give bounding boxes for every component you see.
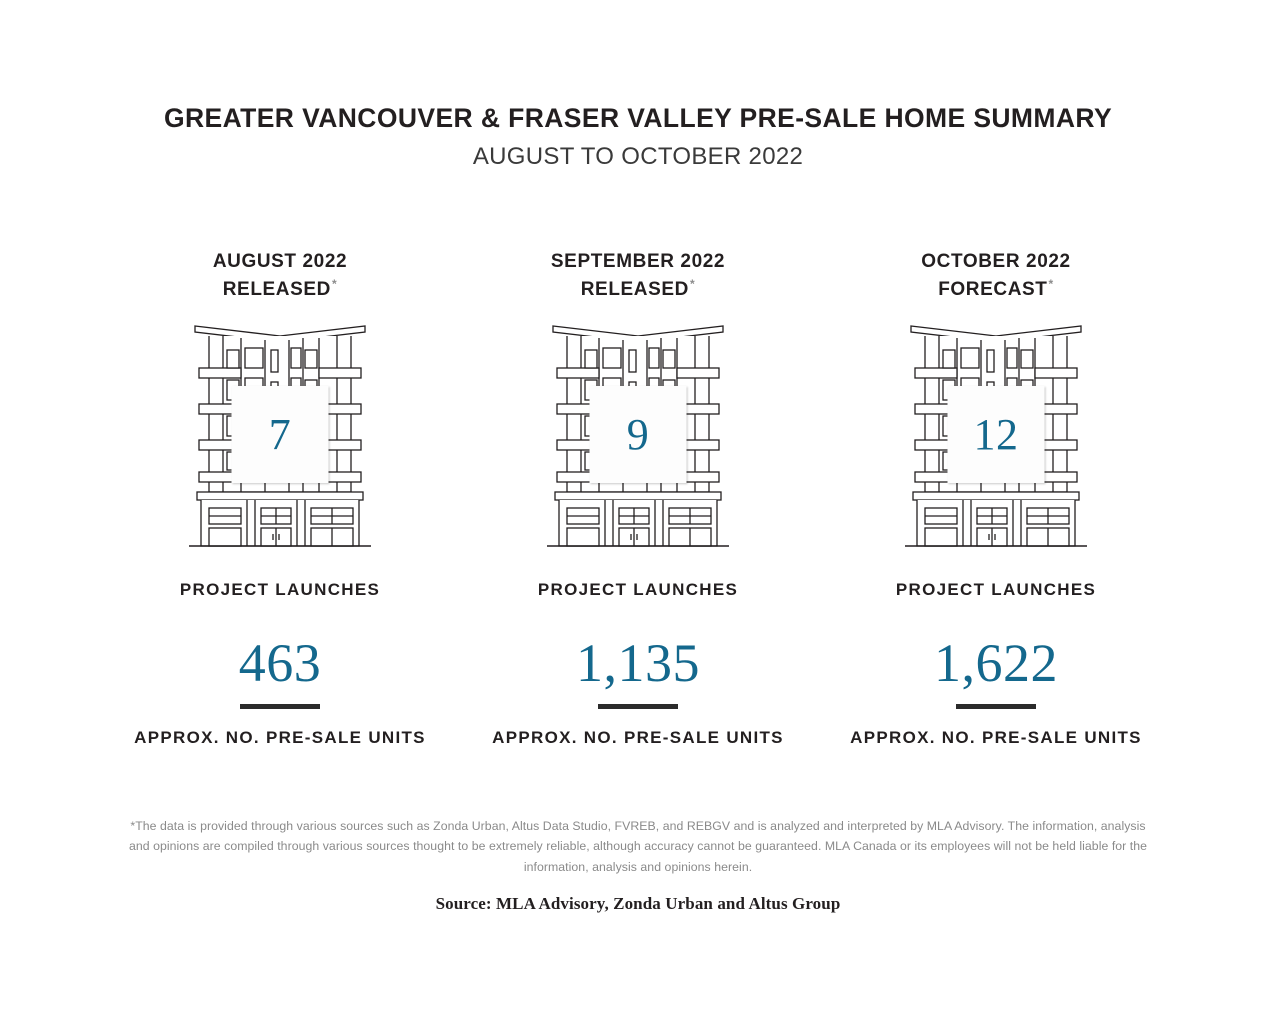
project-launch-count: 7 xyxy=(268,409,292,459)
apartment-building-icon xyxy=(901,320,1091,552)
disclaimer-text: *The data is provided through various sources such as Zonda Urban, Altus Data Studio, FVREB, and REBGV and is analyzed and interpreted by MLA Advisory. The information, analysis and opinions are compiled through various sources thought to be extremely reliable, although accuracy cannot be guaranteed. MLA Canada or its employees will not be held liable for the information, analysis and opinions herein. xyxy=(128,819,1148,874)
footnote-asterisk: * xyxy=(1048,276,1054,291)
divider-rule xyxy=(956,704,1036,709)
project-launches-label: PROJECT LAUNCHES xyxy=(895,580,1097,600)
column-heading-september xyxy=(551,248,725,303)
page-title: GREATER VANCOUVER & FRASER VALLEY PRE-SALE HOME SUMMARY xyxy=(163,103,1113,133)
footnote-asterisk: * xyxy=(689,276,696,291)
project-launch-count: 9 xyxy=(626,409,650,459)
presale-units-label: APPROX. NO. PRE-SALE UNITS xyxy=(492,728,784,748)
summary-column-october xyxy=(817,248,1175,748)
column-heading-october xyxy=(921,248,1070,303)
column-heading-august xyxy=(213,248,347,303)
column-heading-line1: AUGUST 2022 xyxy=(212,251,348,272)
title-block xyxy=(0,103,1276,171)
summary-column-september xyxy=(459,248,817,748)
source-line: Source: MLA Advisory, Zonda Urban and Altus Group xyxy=(435,894,841,913)
project-launches-label: PROJECT LAUNCHES xyxy=(179,580,381,600)
project-launch-badge xyxy=(590,386,687,483)
presale-units-value: 463 xyxy=(238,633,322,694)
apartment-building-icon xyxy=(185,320,375,552)
project-launch-badge xyxy=(232,386,329,483)
summary-column-august xyxy=(101,248,459,748)
presale-units-value: 1,135 xyxy=(576,633,700,694)
presale-units-value: 1,622 xyxy=(934,633,1058,694)
divider-rule xyxy=(240,704,320,709)
project-launches-label: PROJECT LAUNCHES xyxy=(537,580,739,600)
project-launch-badge xyxy=(948,386,1045,483)
column-heading-line2: RELEASED xyxy=(580,278,689,300)
page-subtitle: AUGUST TO OCTOBER 2022 xyxy=(472,143,804,171)
column-heading-line2: FORECAST xyxy=(938,278,1048,300)
project-launch-count: 12 xyxy=(973,409,1019,459)
column-heading-line2: RELEASED xyxy=(222,278,331,300)
column-heading-line1: OCTOBER 2022 xyxy=(921,251,1071,272)
footnote-asterisk: * xyxy=(331,276,338,291)
presale-units-label: APPROX. NO. PRE-SALE UNITS xyxy=(134,728,426,748)
divider-rule xyxy=(598,704,678,709)
presale-units-label: APPROX. NO. PRE-SALE UNITS xyxy=(850,728,1142,748)
apartment-building-icon xyxy=(543,320,733,552)
summary-columns xyxy=(0,248,1276,748)
column-heading-line1: SEPTEMBER 2022 xyxy=(550,251,726,272)
